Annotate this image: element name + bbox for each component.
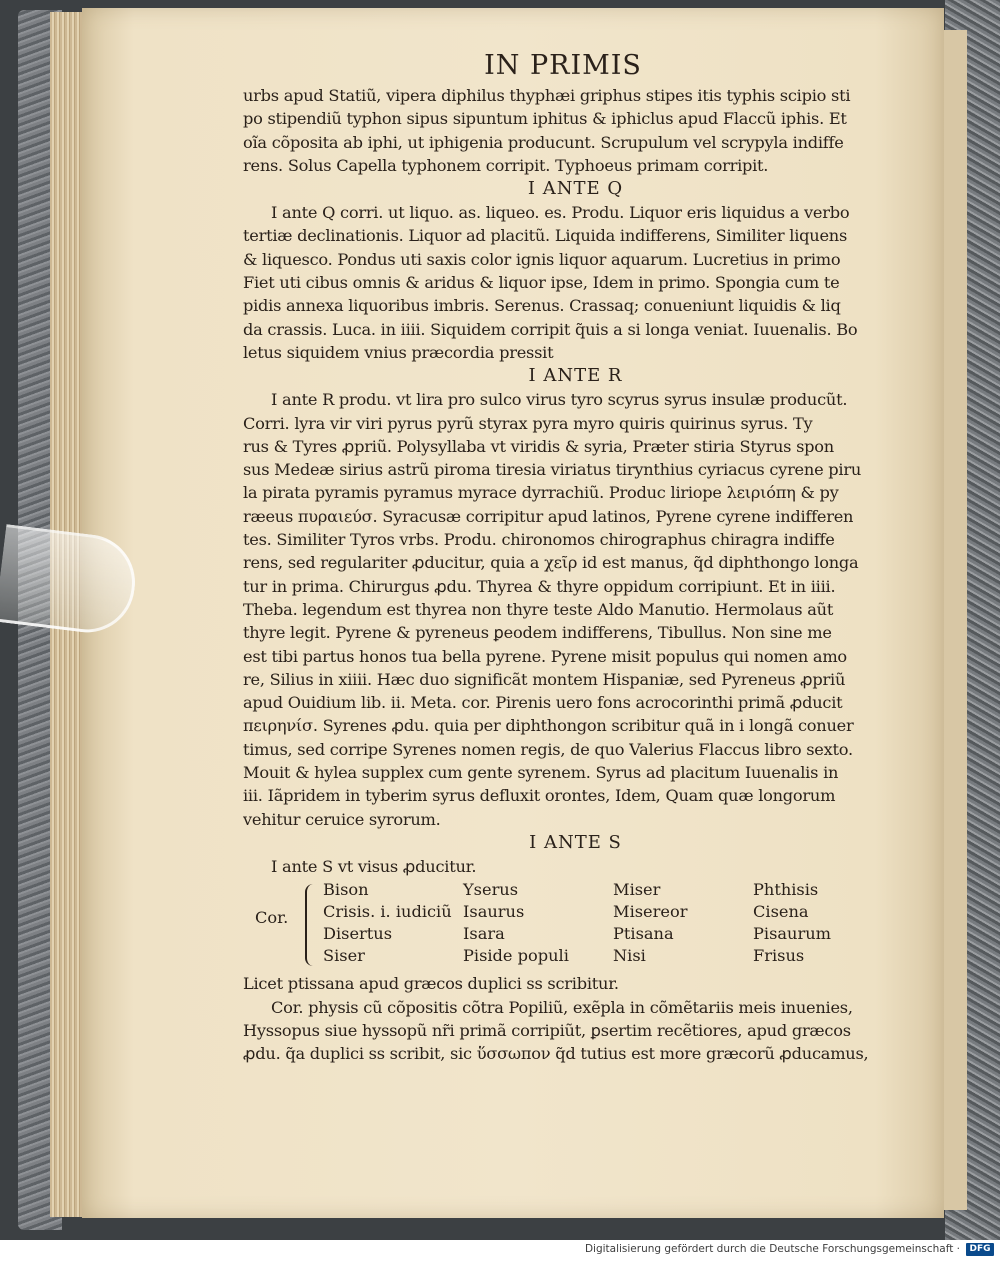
example-word: Isaurus bbox=[463, 902, 525, 922]
text-line: tes. Similiter Tyros vrbs. Produ. chironomos chirographus chiragra indiffe bbox=[243, 530, 835, 550]
text-line: Cor. physis cũ cõpositis cõtra Popiliũ, exẽpla in cõmẽtariis meis inuenies, bbox=[271, 997, 853, 1017]
text-line: rens, sed regulariter ꝓducitur, quia a χεῖρ id est manus, q̃d diphthongo longa bbox=[243, 553, 859, 573]
text-line: Licet ptissana apud græcos duplici ss scribitur. bbox=[243, 974, 619, 994]
text-line: tur in prima. Chirurgus ꝓdu. Thyrea & thyre oppidum corripiunt. Et in iiii. bbox=[243, 576, 836, 596]
example-word: Yserus bbox=[463, 880, 519, 900]
text-line: Hyssopus siue hyssopũ nr̃i primã corripiũt, ꝑsertim recẽtiores, apud græcos bbox=[243, 1020, 851, 1040]
example-word: Disertus bbox=[323, 924, 393, 944]
page-text bbox=[243, 50, 908, 1065]
text-line: da crassis. Luca. in iiii. Siquidem corripit q̃uis a si longa veniat. Iuuenalis. Bo bbox=[243, 319, 858, 339]
section-heading-q: I ANTE Q bbox=[527, 178, 624, 200]
text-line: I ante Q corri. ut liquo. as. liqueo. es. Produ. Liquor eris liquidus a verbo bbox=[271, 203, 850, 223]
section-q-paragraph bbox=[243, 201, 908, 364]
final-paragraph bbox=[243, 972, 908, 1065]
text-line: Fiet uti cibus omnis & aridus & liquor ipse, Idem in primo. Spongia cum te bbox=[243, 273, 840, 293]
text-line: iii. Iãpridem in tyberim syrus defluxit orontes, Idem, Quam quæ longorum bbox=[243, 786, 836, 806]
text-line: thyre legit. Pyrene & pyreneus ꝑeodem indifferens, Tibullus. Non sine me bbox=[243, 623, 832, 643]
running-head: IN PRIMIS bbox=[484, 50, 642, 81]
section-heading-r: I ANTE R bbox=[528, 365, 623, 387]
example-word: Piside populi bbox=[463, 946, 569, 966]
text-line: vehitur ceruice syrorum. bbox=[243, 809, 441, 829]
text-line: I ante S vt visus ꝓducitur. bbox=[271, 856, 477, 876]
example-word: Phthisis bbox=[753, 880, 819, 900]
text-line: tertiæ declinationis. Liquor ad placitũ. Liquida indifferens, Similiter liquens bbox=[243, 226, 848, 246]
text-line: apud Ouidium lib. ii. Meta. cor. Pirenis uero fons acrocorinthi primã ꝓducit bbox=[243, 693, 843, 713]
text-line: timus, sed corripe Syrenes nomen regis, de quo Valerius Flaccus libro sexto. bbox=[243, 739, 853, 759]
dfg-logo: DFG bbox=[966, 1243, 994, 1256]
text-line: oĩa cõposita ab iphi, ut iphigenia producunt. Scrupulum vel scrypyla indiffe bbox=[243, 132, 844, 152]
example-word: Nisi bbox=[613, 946, 646, 966]
text-line: Mouit & hylea supplex cum gente syrenem. Syrus ad placitum Iuuenalis in bbox=[243, 763, 839, 783]
text-line: re, Silius in xiiii. Hæc duo significãt montem Hispaniæ, sed Pyreneus ꝓpriũ bbox=[243, 669, 846, 689]
example-word: Siser bbox=[323, 946, 365, 966]
cor-label: Cor. bbox=[255, 908, 289, 928]
text-line: ræeus πυραιεύσ. Syracusæ corripitur apud latinos, Pyrene cyrene indifferen bbox=[243, 506, 854, 526]
funding-credit: Digitalisierung gefördert durch die Deutsche Forschungsgemeinschaft · bbox=[584, 1243, 960, 1255]
examples-table bbox=[243, 880, 908, 972]
example-word: Bison bbox=[323, 880, 369, 900]
example-word: Ptisana bbox=[613, 924, 674, 944]
section-r-paragraph bbox=[243, 388, 908, 831]
text-line: πειρηνίσ. Syrenes ꝓdu. quia per diphthongon scribitur quã in i longã conuer bbox=[243, 716, 854, 736]
example-word: Pisaurum bbox=[753, 924, 831, 944]
brace-mark bbox=[305, 884, 317, 966]
text-line: & liquesco. Pondus uti saxis color ignis liquor aquarum. Lucretius in primo bbox=[243, 249, 841, 269]
text-line: letus siquidem vnius præcordia pressit bbox=[243, 342, 554, 362]
text-line: rus & Tyres ꝓpriũ. Polysyllaba vt viridis & syria, Præter stiria Styrus spon bbox=[243, 436, 834, 456]
example-word: Cisena bbox=[753, 902, 809, 922]
text-line: urbs apud Statiũ, vipera diphilus thyphæi griphus stipes itis typhis scipio sti bbox=[243, 86, 851, 105]
text-line: ꝓdu. q̃a duplici ss scribit, sic ὕσσωπον q̃d tutius est more græcorũ ꝓducamus, bbox=[243, 1044, 869, 1064]
intro-paragraph bbox=[243, 84, 908, 177]
text-line: est tibi partus honos tua bella pyrene. Pyrene misit populus qui nomen amo bbox=[243, 646, 847, 666]
text-line: Theba. legendum est thyrea non thyre teste Aldo Manutio. Hermolaus aũt bbox=[243, 599, 834, 619]
example-word: Isara bbox=[463, 924, 505, 944]
example-word: Crisis. i. iudiciũ bbox=[323, 902, 452, 922]
text-line: I ante R produ. vt lira pro sulco virus tyro scyrus syrus insulæ producũt. bbox=[271, 390, 848, 410]
footer-bar bbox=[0, 1240, 1000, 1261]
text-line: rens. Solus Capella typhonem corripit. Typhoeus primam corripit. bbox=[243, 155, 769, 175]
text-line: Corri. lyra vir viri pyrus pyrũ styrax pyra myro quiris quirinus syrus. Ty bbox=[243, 413, 813, 433]
text-line: po stipendiũ typhon sipus sipuntum iphitus & iphiclus apud Flaccũ iphis. Et bbox=[243, 109, 847, 129]
example-word: Miser bbox=[613, 880, 661, 900]
text-line: sus Medeæ sirius astrũ piroma tiresia viriatus tirynthius cyriacus cyrene piru bbox=[243, 460, 861, 480]
section-heading-s: I ANTE S bbox=[529, 831, 622, 853]
text-line: la pirata pyramis pyramus myrace dyrrachiũ. Produc liriope λειριόπη & py bbox=[243, 483, 839, 503]
example-word: Misereor bbox=[613, 902, 688, 922]
text-line: pidis annexa liquoribus imbris. Serenus. Crassaq; conueniunt liquidis & liq bbox=[243, 296, 841, 316]
example-word: Frisus bbox=[753, 946, 805, 966]
